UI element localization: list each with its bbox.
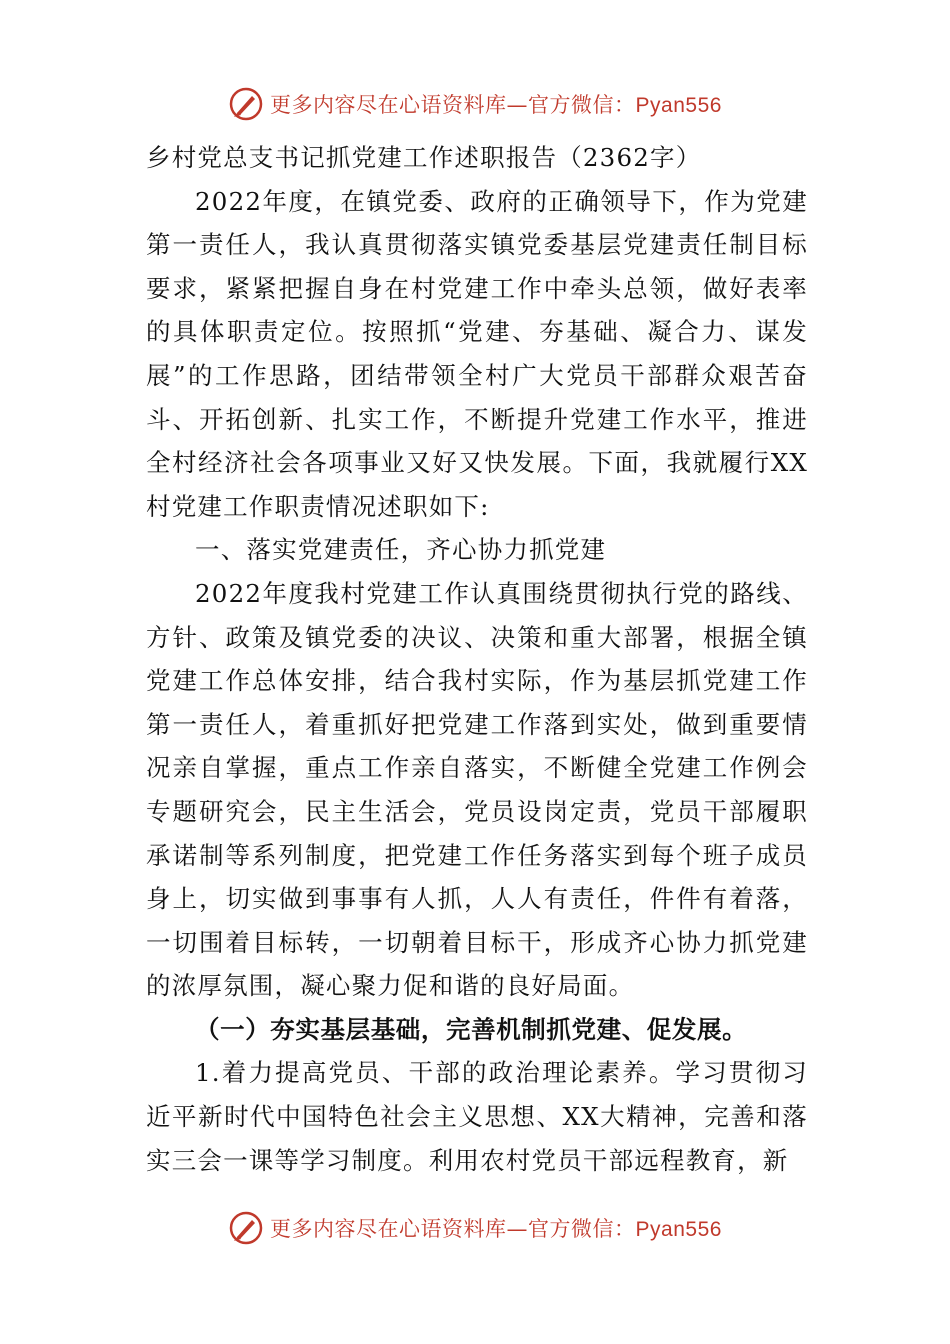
watermark-banner-top (0, 82, 950, 126)
watermark-banner-bottom (0, 1206, 950, 1250)
paragraph-section-one: 2022年度我村党建工作认真围绕贯彻执行党的路线、方针、政策及镇党委的决议、决策和重大部署，根据全镇党建工作总体安排，结合我村实际，作为基层抓党建工作第一责任人，着重抓好把党建工作落到实处，做到重要情况亲自掌握，重点工作亲自落实，不断健全党建工作例会专题研究会，民主生活会，党员设岗定责，党员干部履职承诺制等系列制度，把党建工作任务落实到每个班子成员身上，切实做到事事有人抓，人人有责任，件件有着落，一切围着目标转，一切朝着目标干，形成齐心协力抓党建的浓厚氛围，凝心聚力促和谐的良好局面。 (146, 578, 808, 1001)
paragraph-item-one: 1.着力提高党员、干部的政治理论素养。学习贯彻习近平新时代中国特色社会主义思想、XX大精神，完善和落实三会一课等学习制度。利用农村党员干部远程教育，新 (146, 1058, 808, 1175)
section-heading: 一、落实党建责任，齐心协力抓党建 (195, 535, 607, 565)
pen-logo-icon (228, 1210, 264, 1246)
subsection-heading: （一）夯实基层基础，完善机制抓党建、促发展。 (195, 1014, 748, 1044)
document-title: 乡村党总支书记抓党建工作述职报告（2362字） (146, 143, 702, 172)
watermark-text: 更多内容尽在心语资料库—官方微信：Pyan556 (270, 1217, 722, 1241)
document-body (146, 136, 808, 1182)
paragraph-intro: 2022年度，在镇党委、政府的正确领导下，作为党建第一责任人，我认真贯彻落实镇党委基层党建责任制目标要求，紧紧把握自身在村党建工作中牵头总领，做好表率的具体职责定位。按照抓“党建、夯基础、凝合力、谋发展”的工作思路，团结带领全村广大党员干部群众艰苦奋斗、开拓创新、扎实工作，不断提升党建工作水平，推进全村经济社会各项事业又好又快发展。下面，我就履行XX村党建工作职责情况述职如下: (146, 186, 808, 521)
pen-logo-icon (228, 86, 264, 122)
watermark-text: 更多内容尽在心语资料库—官方微信：Pyan556 (270, 93, 722, 117)
